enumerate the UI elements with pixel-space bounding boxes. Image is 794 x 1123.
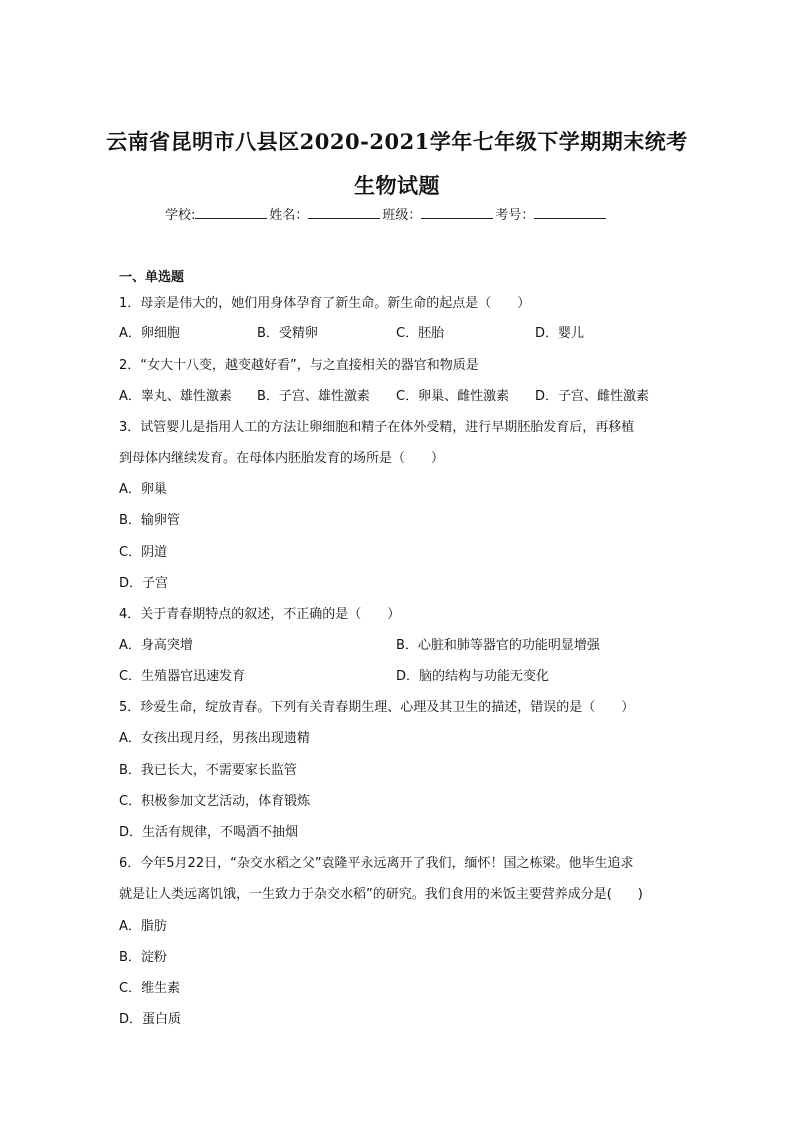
- question-2-option-b: B．子宫、雄性激素: [257, 389, 370, 404]
- student-info-row: [165, 204, 608, 223]
- question-3-option-d: D．子宫: [119, 576, 169, 591]
- question-1-option-a: A．卵细胞: [119, 326, 180, 341]
- section-heading-single-choice: 一、单选题: [119, 270, 185, 285]
- name-label: 姓名：: [269, 208, 309, 223]
- question-5-option-c: C．积极参加文艺活动，体育锻炼: [119, 794, 311, 809]
- number-label: 考号：: [495, 208, 535, 223]
- question-6-stem-line1: 6．今年5月22日，“杂交水稻之父”袁隆平永远离开了我们，缅怀！国之栋梁。他毕生追求: [119, 856, 634, 871]
- question-2-option-c: C．卵巢、雌性激素: [396, 389, 510, 404]
- school-label: 学校:: [165, 208, 196, 223]
- question-4-option-a: A．身高突增: [119, 638, 193, 653]
- name-field[interactable]: [308, 206, 380, 219]
- question-4-option-d: D．脑的结构与功能无变化: [396, 669, 550, 684]
- exam-title-line2: 生物试题: [354, 173, 440, 198]
- question-4-option-c: C．生殖器官迅速发育: [119, 669, 246, 684]
- question-3-option-a: A．卵巢: [119, 482, 167, 497]
- question-3-option-c: C．阴道: [119, 545, 168, 560]
- question-6-option-a: A．脂肪: [119, 919, 167, 934]
- question-1-stem: 1．母亲是伟大的，她们用身体孕育了新生命。新生命的起点是（ ）: [119, 296, 531, 311]
- class-field[interactable]: [421, 206, 493, 219]
- question-4-stem: 4．关于青春期特点的叙述，不正确的是（ ）: [119, 607, 401, 622]
- number-field[interactable]: [534, 206, 606, 219]
- class-label: 班级：: [382, 208, 422, 223]
- question-6-option-d: D．蛋白质: [119, 1012, 182, 1027]
- question-2-option-a: A．睾丸、雄性激素: [119, 389, 232, 404]
- exam-title-line1: 云南省昆明市八县区2020-2021学年七年级下学期期末统考: [106, 129, 688, 154]
- question-6-option-c: C．维生素: [119, 981, 181, 996]
- question-2-option-d: D．子宫、雌性激素: [535, 389, 650, 404]
- question-3-stem-line2: 到母体内继续发育。在母体内胚胎发育的场所是（ ）: [119, 451, 445, 466]
- question-5-option-b: B．我已长大，不需要家长监管: [119, 763, 297, 778]
- question-6-option-b: B．淀粉: [119, 950, 167, 965]
- question-5-option-a: A．女孩出现月经，男孩出现遗精: [119, 731, 310, 746]
- question-1-option-d: D．婴儿: [535, 326, 585, 341]
- question-5-option-d: D．生活有规律，不喝酒不抽烟: [119, 825, 299, 840]
- question-6-stem-line2: 就是让人类远离饥饿，一生致力于杂交水稻”的研究。我们食用的米饭主要营养成分是( ): [119, 887, 643, 902]
- question-2-stem: 2．“女大十八变，越变越好看”，与之直接相关的器官和物质是: [119, 358, 479, 373]
- school-field[interactable]: [195, 206, 267, 219]
- question-3-stem-line1: 3．试管婴儿是指用人工的方法让卵细胞和精子在体外受精，进行早期胚胎发育后，再移植: [119, 420, 635, 435]
- question-1-option-c: C．胚胎: [396, 326, 445, 341]
- question-3-option-b: B．输卵管: [119, 513, 180, 528]
- question-4-option-b: B．心脏和肺等器官的功能明显增强: [396, 638, 600, 653]
- question-1-option-b: B．受精卵: [257, 326, 318, 341]
- question-5-stem: 5．珍爱生命，绽放青春。下列有关青春期生理、心理及其卫生的描述，错误的是（ ）: [119, 700, 635, 715]
